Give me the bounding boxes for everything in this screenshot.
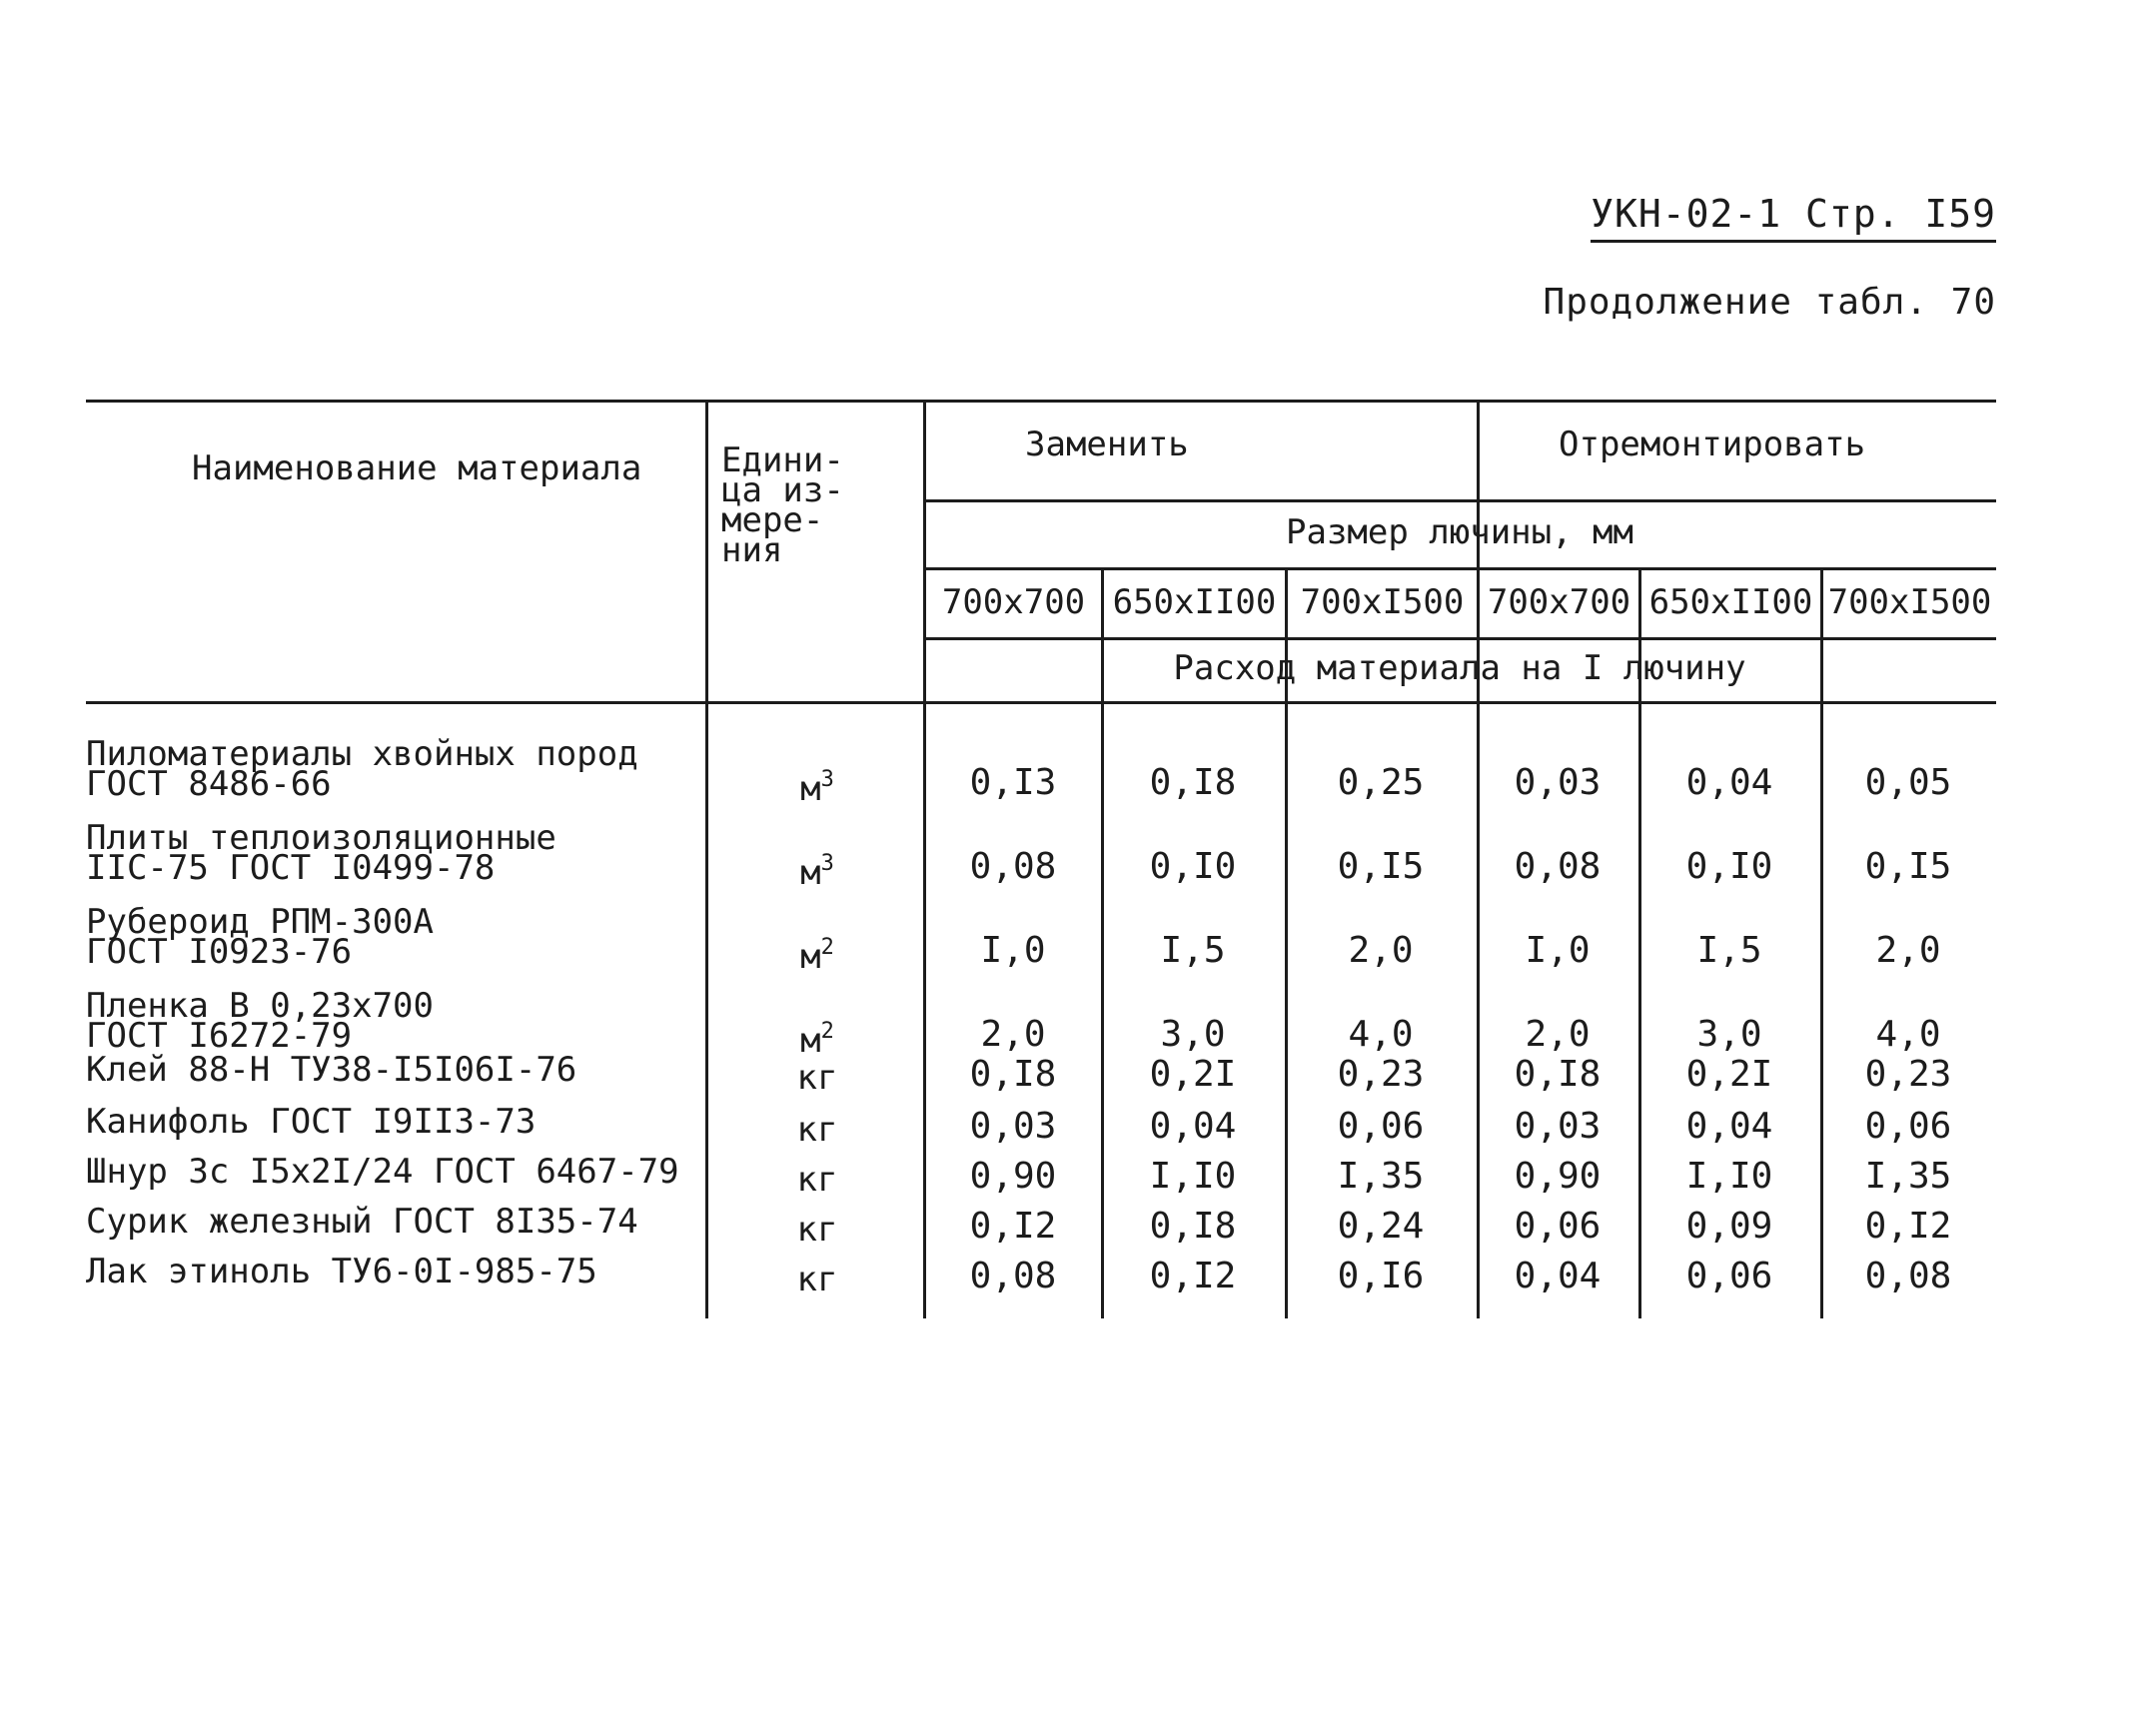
material-name-line: Плиты теплоизоляционные bbox=[86, 818, 556, 858]
unit-text: м bbox=[800, 769, 821, 809]
value-cell: 0,09 bbox=[1685, 1206, 1773, 1247]
unit-text: кг bbox=[796, 1110, 838, 1150]
value-cell: 0,I2 bbox=[1864, 1206, 1952, 1247]
value-cell: 0,06 bbox=[1514, 1206, 1602, 1247]
unit-cell bbox=[707, 1058, 927, 1098]
value-cell: 0,2I bbox=[1685, 1054, 1773, 1095]
document-code: УКН-02-1 Стр. I59 bbox=[1591, 192, 1996, 243]
unit-header-line-4: ния bbox=[721, 530, 783, 570]
value-cell: 0,I8 bbox=[1149, 1206, 1237, 1247]
material-name bbox=[86, 902, 705, 972]
unit-cell bbox=[707, 767, 927, 809]
value-cell: I,0 bbox=[980, 930, 1046, 971]
material-name-line: Сурик железный ГОСТ 8I35-74 bbox=[86, 1202, 638, 1242]
value-cell: 0,I0 bbox=[1685, 846, 1773, 887]
value-cell: I,35 bbox=[1864, 1156, 1952, 1197]
value-cell: 0,04 bbox=[1685, 762, 1773, 803]
value-cell: 0,25 bbox=[1337, 762, 1425, 803]
material-name bbox=[86, 1050, 705, 1090]
material-name bbox=[86, 818, 705, 888]
value-cell: I,35 bbox=[1337, 1156, 1425, 1197]
unit-text: кг bbox=[796, 1210, 838, 1250]
material-name bbox=[86, 1152, 705, 1192]
unit-cell bbox=[707, 1019, 927, 1061]
value-cell: 2,0 bbox=[1525, 1014, 1591, 1055]
value-cell: 0,03 bbox=[1514, 762, 1602, 803]
size-title-rule bbox=[923, 567, 1996, 570]
value-cell: 0,08 bbox=[969, 1256, 1057, 1296]
value-cell: 3,0 bbox=[1696, 1014, 1762, 1055]
value-cell: 0,90 bbox=[1514, 1156, 1602, 1197]
value-cell: 0,04 bbox=[1685, 1106, 1773, 1147]
value-cell: 4,0 bbox=[1348, 1014, 1414, 1055]
materials-table bbox=[86, 400, 1996, 1318]
value-cell: I,5 bbox=[1696, 930, 1762, 971]
unit-text: кг bbox=[796, 1058, 838, 1098]
value-cell: I,5 bbox=[1160, 930, 1226, 971]
size-row-rule bbox=[923, 637, 1996, 640]
size-header: 700xI500 bbox=[1827, 582, 1992, 622]
value-cell: 0,05 bbox=[1864, 762, 1952, 803]
unit-header-line-3: мере- bbox=[721, 500, 824, 540]
value-cell: 0,2I bbox=[1149, 1054, 1237, 1095]
value-cell: 2,0 bbox=[1875, 930, 1941, 971]
unit-text: кг bbox=[796, 1260, 838, 1299]
material-name bbox=[86, 986, 705, 1056]
unit-header-line-1: Едини- bbox=[721, 440, 844, 480]
unit-exponent: 3 bbox=[820, 851, 834, 876]
group-rule bbox=[923, 499, 1996, 502]
material-name bbox=[86, 1202, 705, 1242]
unit-cell bbox=[707, 1110, 927, 1150]
size-header: 700xI500 bbox=[1300, 582, 1465, 622]
material-name bbox=[86, 734, 705, 804]
unit-cell bbox=[707, 1260, 927, 1299]
value-cell: I,0 bbox=[1525, 930, 1591, 971]
value-cell: I,I0 bbox=[1685, 1156, 1773, 1197]
table-continuation-label: Продолжение табл. 70 bbox=[1543, 282, 1996, 323]
value-cell: 0,03 bbox=[969, 1106, 1057, 1147]
unit-cell bbox=[707, 851, 927, 893]
material-name bbox=[86, 1252, 705, 1291]
unit-cell bbox=[707, 1210, 927, 1250]
material-name-line: IIС-75 ГОСТ I0499-78 bbox=[86, 848, 496, 888]
material-column-header: Наименование материала bbox=[192, 448, 642, 488]
material-name-line: ГОСТ I0923-76 bbox=[86, 932, 353, 972]
value-cell: 2,0 bbox=[1348, 930, 1414, 971]
value-cell: 2,0 bbox=[980, 1014, 1046, 1055]
value-cell: 0,I8 bbox=[1514, 1054, 1602, 1095]
table-top-rule bbox=[86, 400, 1996, 403]
value-cell: 0,03 bbox=[1514, 1106, 1602, 1147]
material-name-line: Канифоль ГОСТ I9II3-73 bbox=[86, 1102, 537, 1142]
unit-text: м bbox=[800, 853, 821, 893]
unit-text: м bbox=[800, 1021, 821, 1061]
value-cell: 0,I0 bbox=[1149, 846, 1237, 887]
value-cell: 0,06 bbox=[1864, 1106, 1952, 1147]
header-bottom-rule bbox=[86, 701, 1996, 704]
unit-cell bbox=[707, 935, 927, 977]
material-name-line: Клей 88-Н ТУ38-I5I06I-76 bbox=[86, 1050, 577, 1090]
value-cell: 0,24 bbox=[1337, 1206, 1425, 1247]
value-cell: 0,I3 bbox=[969, 762, 1057, 803]
material-name-line: ГОСТ I6272-79 bbox=[86, 1016, 353, 1056]
value-cell: 0,04 bbox=[1514, 1256, 1602, 1296]
value-cell: 0,08 bbox=[969, 846, 1057, 887]
unit-cell bbox=[707, 1160, 927, 1200]
material-name-line: Шнур 3с I5x2I/24 ГОСТ 6467-79 bbox=[86, 1152, 679, 1192]
consumption-title: Расход материала на I лючину bbox=[1173, 648, 1746, 688]
unit-text: м bbox=[800, 937, 821, 977]
value-cell: 0,04 bbox=[1149, 1106, 1237, 1147]
unit-header-line-2: ца из- bbox=[721, 470, 844, 510]
value-cell: 0,I2 bbox=[1149, 1256, 1237, 1296]
material-name-line: Рубероид РПМ-300А bbox=[86, 902, 434, 942]
value-cell: 0,23 bbox=[1337, 1054, 1425, 1095]
value-cell: 0,I8 bbox=[1149, 762, 1237, 803]
value-cell: 0,08 bbox=[1864, 1256, 1952, 1296]
unit-exponent: 3 bbox=[820, 767, 834, 792]
value-cell: 0,I5 bbox=[1864, 846, 1952, 887]
value-cell: 4,0 bbox=[1875, 1014, 1941, 1055]
repair-group-header: Отремонтировать bbox=[1559, 425, 1866, 464]
unit-exponent: 2 bbox=[820, 1019, 834, 1044]
material-name-line: Пиломатериалы хвойных пород bbox=[86, 734, 638, 774]
size-header: 700x700 bbox=[941, 582, 1086, 622]
size-header: 650xII00 bbox=[1112, 582, 1277, 622]
value-cell: 0,06 bbox=[1337, 1106, 1425, 1147]
value-cell: 0,I8 bbox=[969, 1054, 1057, 1095]
value-cell: 0,90 bbox=[969, 1156, 1057, 1197]
value-cell: 0,23 bbox=[1864, 1054, 1952, 1095]
value-cell: I,I0 bbox=[1149, 1156, 1237, 1197]
unit-exponent: 2 bbox=[820, 935, 834, 960]
material-name-line: Пленка В 0,23x700 bbox=[86, 986, 434, 1026]
material-name-line: Лак этиноль ТУ6-0I-985-75 bbox=[86, 1252, 597, 1291]
value-cell: 0,I2 bbox=[969, 1206, 1057, 1247]
value-cell: 0,I5 bbox=[1337, 846, 1425, 887]
size-title: Размер лючины, мм bbox=[1286, 512, 1633, 552]
size-header: 700x700 bbox=[1487, 582, 1631, 622]
value-cell: 0,06 bbox=[1685, 1256, 1773, 1296]
value-cell: 3,0 bbox=[1160, 1014, 1226, 1055]
value-cell: 0,08 bbox=[1514, 846, 1602, 887]
value-cell: 0,I6 bbox=[1337, 1256, 1425, 1296]
size-header: 650xII00 bbox=[1648, 582, 1813, 622]
material-name bbox=[86, 1102, 705, 1142]
replace-group-header: Заменить bbox=[1025, 425, 1189, 464]
unit-text: кг bbox=[796, 1160, 838, 1200]
material-name-line: ГОСТ 8486-66 bbox=[86, 764, 332, 804]
